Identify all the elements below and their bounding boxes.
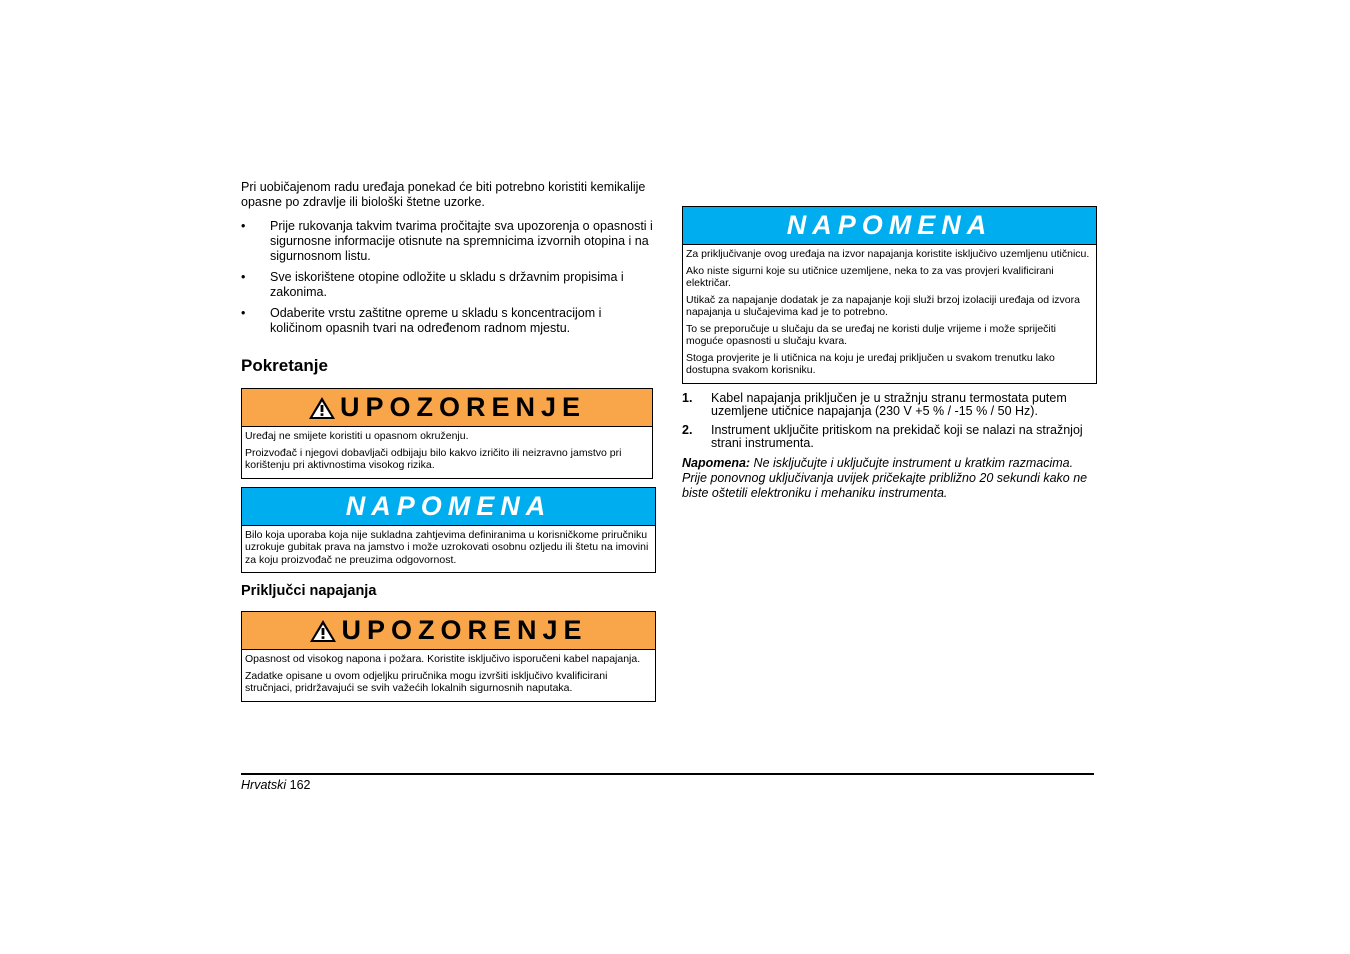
power-steps-list bbox=[682, 392, 1097, 450]
page-number: 162 bbox=[289, 778, 311, 792]
warning-box-header bbox=[242, 389, 652, 427]
list-item bbox=[241, 270, 656, 300]
bullet-symbol: • bbox=[241, 219, 246, 233]
left-column bbox=[241, 180, 656, 702]
note-text: Ako niste sigurni koje su utičnice uzemljene, neka to za vas provjeri kvalificirani električar. bbox=[686, 264, 1054, 289]
step-number: 1. bbox=[682, 390, 693, 405]
warning-text: Uređaj ne smijete koristiti u opasnom okruženju. bbox=[245, 430, 469, 442]
warning-box-header bbox=[242, 612, 655, 650]
note-text: Utikač za napajanje dodatak je za napajanje koji služi brzoj izolaciji uređaja od izvora napajanja u slučajevima kad je to potrebno. bbox=[686, 293, 1080, 318]
note-text: Stoga provjerite je li utičnica na koju je uređaj priključen u svakom trenutku lako dostupna svakom korisniku. bbox=[686, 351, 1055, 376]
note-box-title: NAPOMENA bbox=[786, 210, 993, 240]
warning-box-startup bbox=[241, 388, 653, 479]
step-number: 2. bbox=[682, 422, 693, 437]
warning-triangle-icon bbox=[308, 396, 336, 420]
page-footer bbox=[241, 778, 311, 792]
note-box-body bbox=[242, 526, 655, 573]
bullet-text: Odaberite vrstu zaštitne opreme u skladu s koncentracijom i količinom opasnih tvari na određenom radnom mjestu. bbox=[270, 306, 602, 335]
bullet-symbol: • bbox=[241, 306, 246, 320]
inline-note-body: Ne isključujte i uključujte instrument u kratkim razmacima. Prije ponovnog uključivanja uvijek pričekajte približno 20 sekundi kako ne biste oštetili elektroniku i mehaniku instrumenta. bbox=[682, 455, 1088, 500]
bullet-text: Sve iskorištene otopine odložite u skladu s državnim propisima i zakonima. bbox=[270, 270, 624, 299]
list-item bbox=[682, 392, 1097, 418]
warning-triangle-icon bbox=[309, 619, 337, 643]
note-box-body bbox=[683, 245, 1096, 383]
warning-text: Opasnost od visokog napona i požara. Koristite isključivo isporučeni kabel napajanja. bbox=[245, 653, 641, 665]
warning-box-body bbox=[242, 427, 652, 478]
note-box-grounding bbox=[682, 206, 1097, 384]
note-text: To se preporučuje u slučaju da se uređaj ne koristi dulje vrijeme i može spriječiti moguće opasnosti u slučaju kvara. bbox=[686, 322, 1057, 347]
bullet-symbol: • bbox=[241, 270, 246, 284]
note-box-header bbox=[683, 207, 1096, 245]
note-text: Za priključivanje ovog uređaja na izvor napajanja koristite isključivo uzemljenu utičnicu. bbox=[686, 248, 1090, 260]
bullet-text: Prije rukovanja takvim tvarima pročitajte sva upozorenja o opasnosti i sigurnosne informacije otisnute na spremnicima izvornih otopina i na sigurnosnom listu. bbox=[270, 219, 653, 263]
step-text: Instrument uključite pritiskom na prekidač koji se nalazi na stražnjoj strani instrumenta. bbox=[711, 422, 1083, 450]
list-item bbox=[241, 306, 656, 336]
warning-box-title: UPOZORENJE bbox=[341, 615, 588, 645]
warning-text: Zadatke opisane u ovom odjeljku priručnika mogu izvršiti isključivo kvalificirani stručnjaci, pridržavajući se svih važećih lokalnih sigurnosnih naputaka. bbox=[245, 669, 608, 694]
note-box-header bbox=[242, 488, 655, 526]
warning-text: Proizvođač i njegovi dobavljači odbijaju bilo kakvo izričito ili neizravno jamstvo pri korištenju pri aktivnostima visokog rizika. bbox=[245, 446, 622, 471]
list-item bbox=[241, 219, 656, 264]
step-text: Kabel napajanja priključen je u stražnju stranu termostata putem uzemljene utičnice napajanja (230 V +5 % / -15 % / 50 Hz). bbox=[711, 390, 1067, 418]
footer-divider bbox=[241, 773, 1094, 775]
note-text: Bilo koja uporaba koja nije sukladna zahtjevima definiranima u korisničkome priručniku uzrokuje gubitak prava na jamstvo i može uzrokovati osobnu ozljedu ili štetu na imovini za koju proizvođač ne preuzima odgovornost. bbox=[245, 528, 649, 566]
right-column bbox=[682, 206, 1097, 501]
footer-language: Hrvatski bbox=[241, 778, 287, 792]
section-heading-pokretanje: Pokretanje bbox=[241, 356, 328, 375]
note-box-usage bbox=[241, 487, 656, 574]
warning-box-body bbox=[242, 650, 655, 701]
list-item bbox=[682, 424, 1097, 450]
safety-bullet-list bbox=[241, 219, 656, 336]
intro-paragraph: Pri uobičajenom radu uređaja ponekad će biti potrebno koristiti kemikalije opasne po zdravlje ili biološki štetne uzorke. bbox=[241, 180, 646, 209]
inline-note-label: Napomena: bbox=[682, 455, 751, 470]
inline-note bbox=[682, 456, 1097, 501]
note-box-title: NAPOMENA bbox=[345, 490, 552, 521]
section-heading-prikljucci: Priključci napajanja bbox=[241, 583, 377, 599]
warning-box-title: UPOZORENJE bbox=[339, 392, 587, 422]
warning-box-power bbox=[241, 611, 656, 702]
